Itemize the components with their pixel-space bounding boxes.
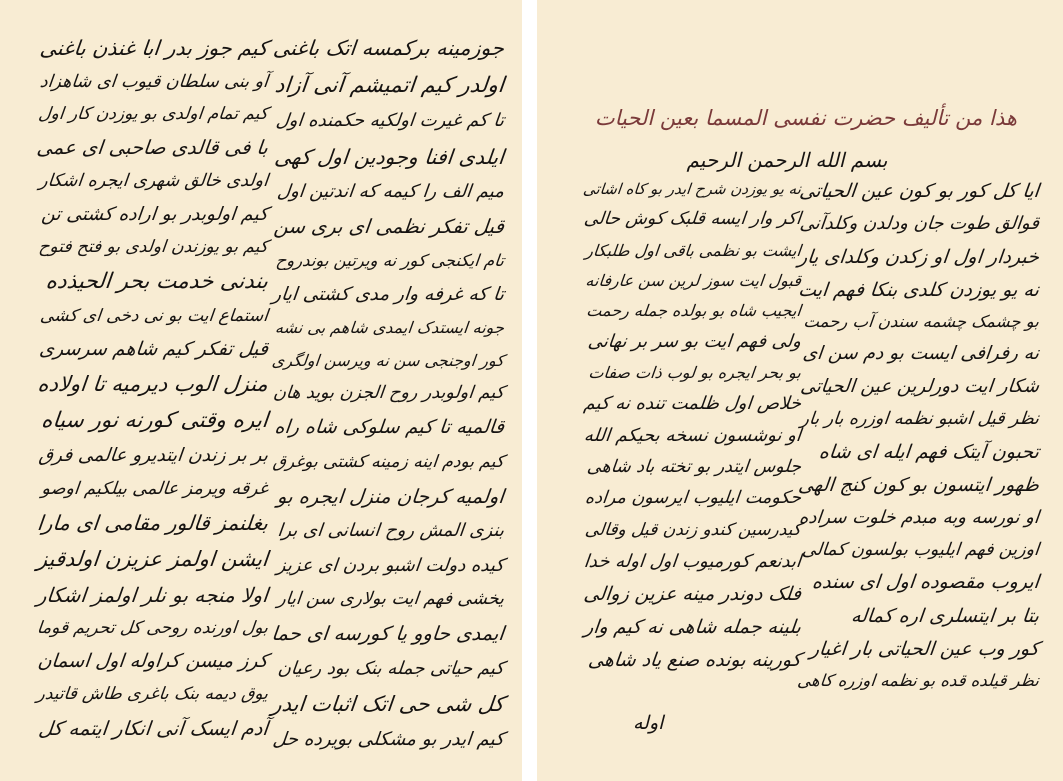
verse-line: او نوشسون نسخه بحیکم الله	[582, 424, 803, 446]
verse-line: بندنی خدمت بحر الحیذده	[44, 269, 270, 295]
verse-line: فلک دوندر مینه عزین زوالی	[582, 582, 803, 605]
verse-line: ظهور ایتسون بو کون کنج الهی	[797, 473, 1041, 496]
verse-line: آدم ایسک آنی انکار ایتمه کل	[37, 716, 270, 740]
verse-line: کور اوجنجی سن نه ویرسن اولگری	[271, 350, 506, 370]
verse-line: او نورسه وبه مبدم خلوت سراده	[798, 507, 1041, 529]
basmala: بسم الله الرحمن الرحیم	[686, 148, 888, 172]
verse-line: اوزین فهم ایلیوب بولسون کمالی	[800, 539, 1041, 560]
right-page-left-column	[583, 182, 801, 670]
verse-line: کل شی حی اتک اثبات ایدر	[270, 692, 506, 717]
verse-line: اولا منجه بو نلر اولمز اشکار	[35, 583, 270, 607]
verse-line: اولدی خالق شهری ایجره اشکار	[38, 171, 270, 191]
verse-line: تحبون آیتک فهم ایله ای شاه	[817, 440, 1041, 463]
verse-line: کیم اولوبدر روح الجزن بوید هان	[272, 382, 506, 403]
verse-line: بتا بر ایتسلری اره کماله	[850, 604, 1041, 627]
verse-line: بول اورنده روحی کل تحریم قوما	[36, 618, 270, 639]
verse-line: کیم حیاتی جمله بنک بود رعیان	[276, 658, 506, 680]
verse-line: کورینه بونده صنع یاد شاهی	[587, 648, 803, 671]
verse-line: ابدنعم کورمیوب اول اوله خدا	[582, 550, 803, 572]
verse-line: جوزمینه برکمسه اتک باغنی	[272, 36, 506, 60]
verse-line: یخشی فهم ایت بولاری سن ایار	[276, 588, 506, 609]
right-manuscript-page	[537, 0, 1063, 781]
verse-line: بنزی المش روح انسانی ای برا	[276, 520, 506, 542]
verse-line: یوق دیمه بنک باغری طاش قاتیدر	[35, 684, 270, 705]
verse-line: میم الف را کیمه که اندتین اول	[276, 181, 506, 203]
verse-line: ایشت بو نظمی باقی اول طلبکار	[584, 240, 803, 260]
verse-line: ایلدی افنا وجودین اول کهی	[273, 144, 506, 169]
verse-line: اولمیه کرجان منزل ایجره بو	[276, 484, 506, 508]
verse-line: ایره وقتی کورنه نور سیاه	[40, 408, 270, 434]
left-page-left-column	[36, 38, 268, 738]
right-page-right-column	[797, 182, 1039, 690]
verse-line: کیم تمام اولدی بو یوزدن کار اول	[37, 104, 270, 125]
verse-line: با فی قالدی صاحبی ای عمی	[35, 136, 270, 160]
verse-line: قیل تفکر نظمی ای بری سن	[272, 215, 506, 239]
left-page-right-column	[272, 38, 504, 750]
verse-line: بو چشمک چشمه سندن آب رحمت	[802, 312, 1041, 332]
verse-line: منزل الوب دیرمیه تا اولاده	[36, 372, 270, 397]
verse-line: جونه ایستدک ایمدی شاهم بی نشه	[274, 318, 506, 338]
verse-line: خلاص اول ظلمت تنده نه کیم	[582, 392, 803, 414]
verse-line: قبول ایت سوز لرین سن عارفانه	[584, 270, 803, 290]
verse-line: اکر وار ایسه قلبک کوش حالی	[582, 209, 803, 230]
verse-line: کور وب عین الحیاتی بار اغیار	[808, 638, 1041, 661]
verse-line: نه یو یوزدن کلدی بنکا فهم ایت	[797, 278, 1041, 301]
verse-line: قالمیه تا کیم سلوکی شاه راه	[273, 416, 506, 439]
verse-line: ایا کل کور بو کون عین الحیاتی	[798, 180, 1041, 202]
verse-line: نظر قیلده قده بو نظمه اوزره کاهی	[796, 671, 1041, 691]
rubric-title: هذا من تألیف حضرت نفسی المسما بعین الحیات	[594, 106, 1017, 130]
verse-line: اولدر کیم اتمیشم آنی آزاد	[273, 72, 506, 98]
page-gutter	[522, 0, 537, 781]
verse-line: کیده دولت اشبو بردن ای عزیز	[275, 554, 506, 576]
verse-line: ولی فهم ایت بو سر بر نهانی	[586, 330, 803, 352]
verse-line: جلوس ایتدر بو تخته باد شاهی	[585, 456, 803, 477]
verse-line: بو بحر ایجره بو لوب ذات صفات	[587, 362, 803, 382]
verse-line: کیم بودم اینه زمینه کشتی بوغرق	[271, 451, 506, 472]
verse-line: کیم ایدر بو مشکلی بویرده حل	[271, 729, 506, 751]
verse-line: شکار ایت دورلرین عین الحیاتی	[799, 375, 1041, 397]
verse-line: آو بنی سلطان قیوب ای شاهزاد	[38, 71, 270, 92]
verse-line: بغلنمز قالور مقامی ای مارا	[35, 511, 270, 536]
verse-line: قوالق طوت جان ودلدن وکلدآنی	[798, 213, 1041, 235]
verse-line: نه رفرافی ایست بو دم سن ای	[801, 343, 1041, 365]
verse-line: کیم اولوبدر بو اراده کشتی تن	[40, 203, 270, 225]
verse-line: ایروب مقصوده اول ای سنده	[811, 571, 1041, 594]
verse-line: بر بر زندن ایتدیرو عالمی فرق	[37, 445, 270, 466]
verse-line: نظر قیل اشبو نظمه اوزره بار بار	[799, 408, 1041, 429]
verse-line: حکومت ایلیوب ایرسون مراده	[584, 488, 803, 509]
verse-line: تا که غرفه وار مدی کشتی ایار	[271, 283, 506, 305]
verse-line: کیم جوز بدر ابا غنذن باغنی	[38, 36, 270, 60]
verse-line: خبردار اول او زکدن وکلدای یار	[797, 245, 1041, 268]
verse-line: تام ایکنجی کور نه ویرتین بوندروح	[274, 251, 506, 271]
verse-line: بلینه جمله شاهی نه کیم وار	[583, 615, 803, 638]
verse-line: کیدرسین کندو زندن قیل وقالی	[584, 519, 803, 540]
verse-line: استماع ایت بو نی دخی ای کشی	[39, 306, 270, 326]
verse-line: کرز میسن کراوله اول اسمان	[36, 650, 270, 673]
verse-line: ایمدی حاوو یا کورسه ای حما	[270, 622, 506, 646]
verse-line: قیل تفکر کیم شاهم سرسری	[38, 338, 270, 361]
verse-line: غرقه ویرمز عالمی بیلکیم اوصو	[40, 478, 270, 499]
verse-line: تا کم غیرت اولکیه حکمنده اول	[274, 110, 506, 132]
verse-line: کیم بو یوزندن اولدی بو فتح فتوح	[37, 237, 270, 258]
left-manuscript-page	[0, 0, 522, 781]
verse-line: ایجیب شاه بو بولده جمله رحمت	[585, 300, 803, 320]
verse-line: ایشن اولمز عزیزن اولدقیز	[35, 546, 270, 571]
verse-line: نه یو یوزدن شرح ایدر بو کاه اشاتی	[582, 180, 802, 198]
catchword: اوله	[633, 712, 664, 734]
